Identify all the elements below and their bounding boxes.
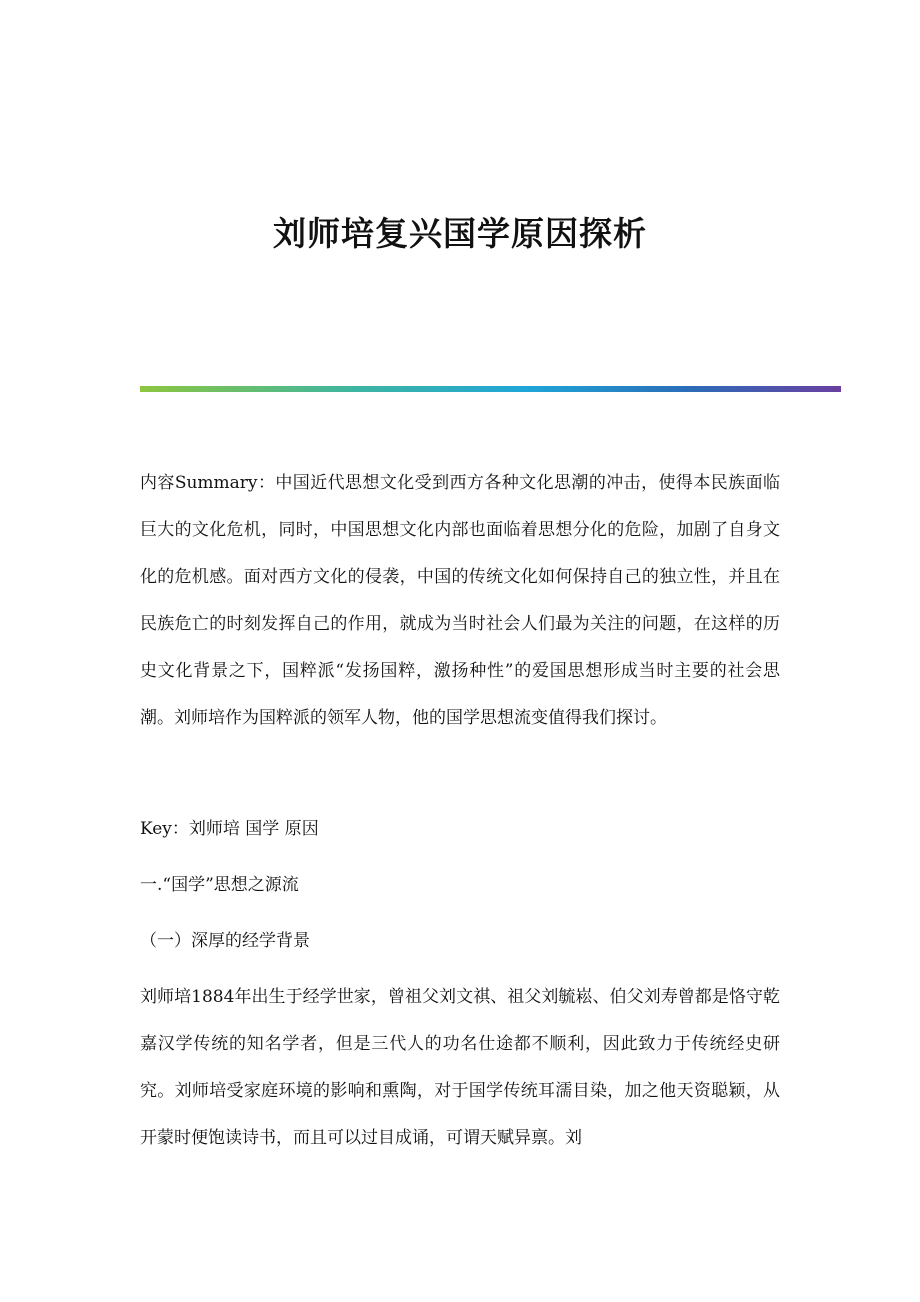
body-paragraph: 刘师培1884年出生于经学世家，曾祖父刘文祺、祖父刘毓崧、伯父刘寿曾都是恪守乾嘉汉学传统的知名学者，但是三代人的功名仕途都不顺利，因此致力于传统经史研究。刘师培受家庭环境的影响和熏陶，对于国学传统耳濡目染，加之他天资聪颖，从开蒙时便饱读诗书，而且可以过目成诵，可谓天赋异禀。刘: [140, 987, 780, 1148]
subsection-heading: （一）深厚的经学背景: [140, 931, 310, 951]
keywords-line: Key：刘师培 国学 原因: [140, 819, 319, 839]
section-heading: 一.“国学”思想之源流: [140, 875, 299, 895]
document-title: 刘师培复兴国学原因探析: [273, 214, 647, 253]
title-divider: [140, 386, 841, 392]
abstract-paragraph: 内容Summary：中国近代思想文化受到西方各种文化思潮的冲击，使得本民族面临巨大的文化危机，同时，中国思想文化内部也面临着思想分化的危险，加剧了自身文化的危机感。面对西方文化的侵袭，中国的传统文化如何保持自己的独立性，并且在民族危亡的时刻发挥自己的作用，就成为当时社会人们最为关注的问题，在这样的历史文化背景之下，国粹派“发扬国粹，激扬种性”的爱国思想形成当时主要的社会思潮。刘师培作为国粹派的领军人物，他的国学思想流变值得我们探讨。: [140, 473, 780, 728]
